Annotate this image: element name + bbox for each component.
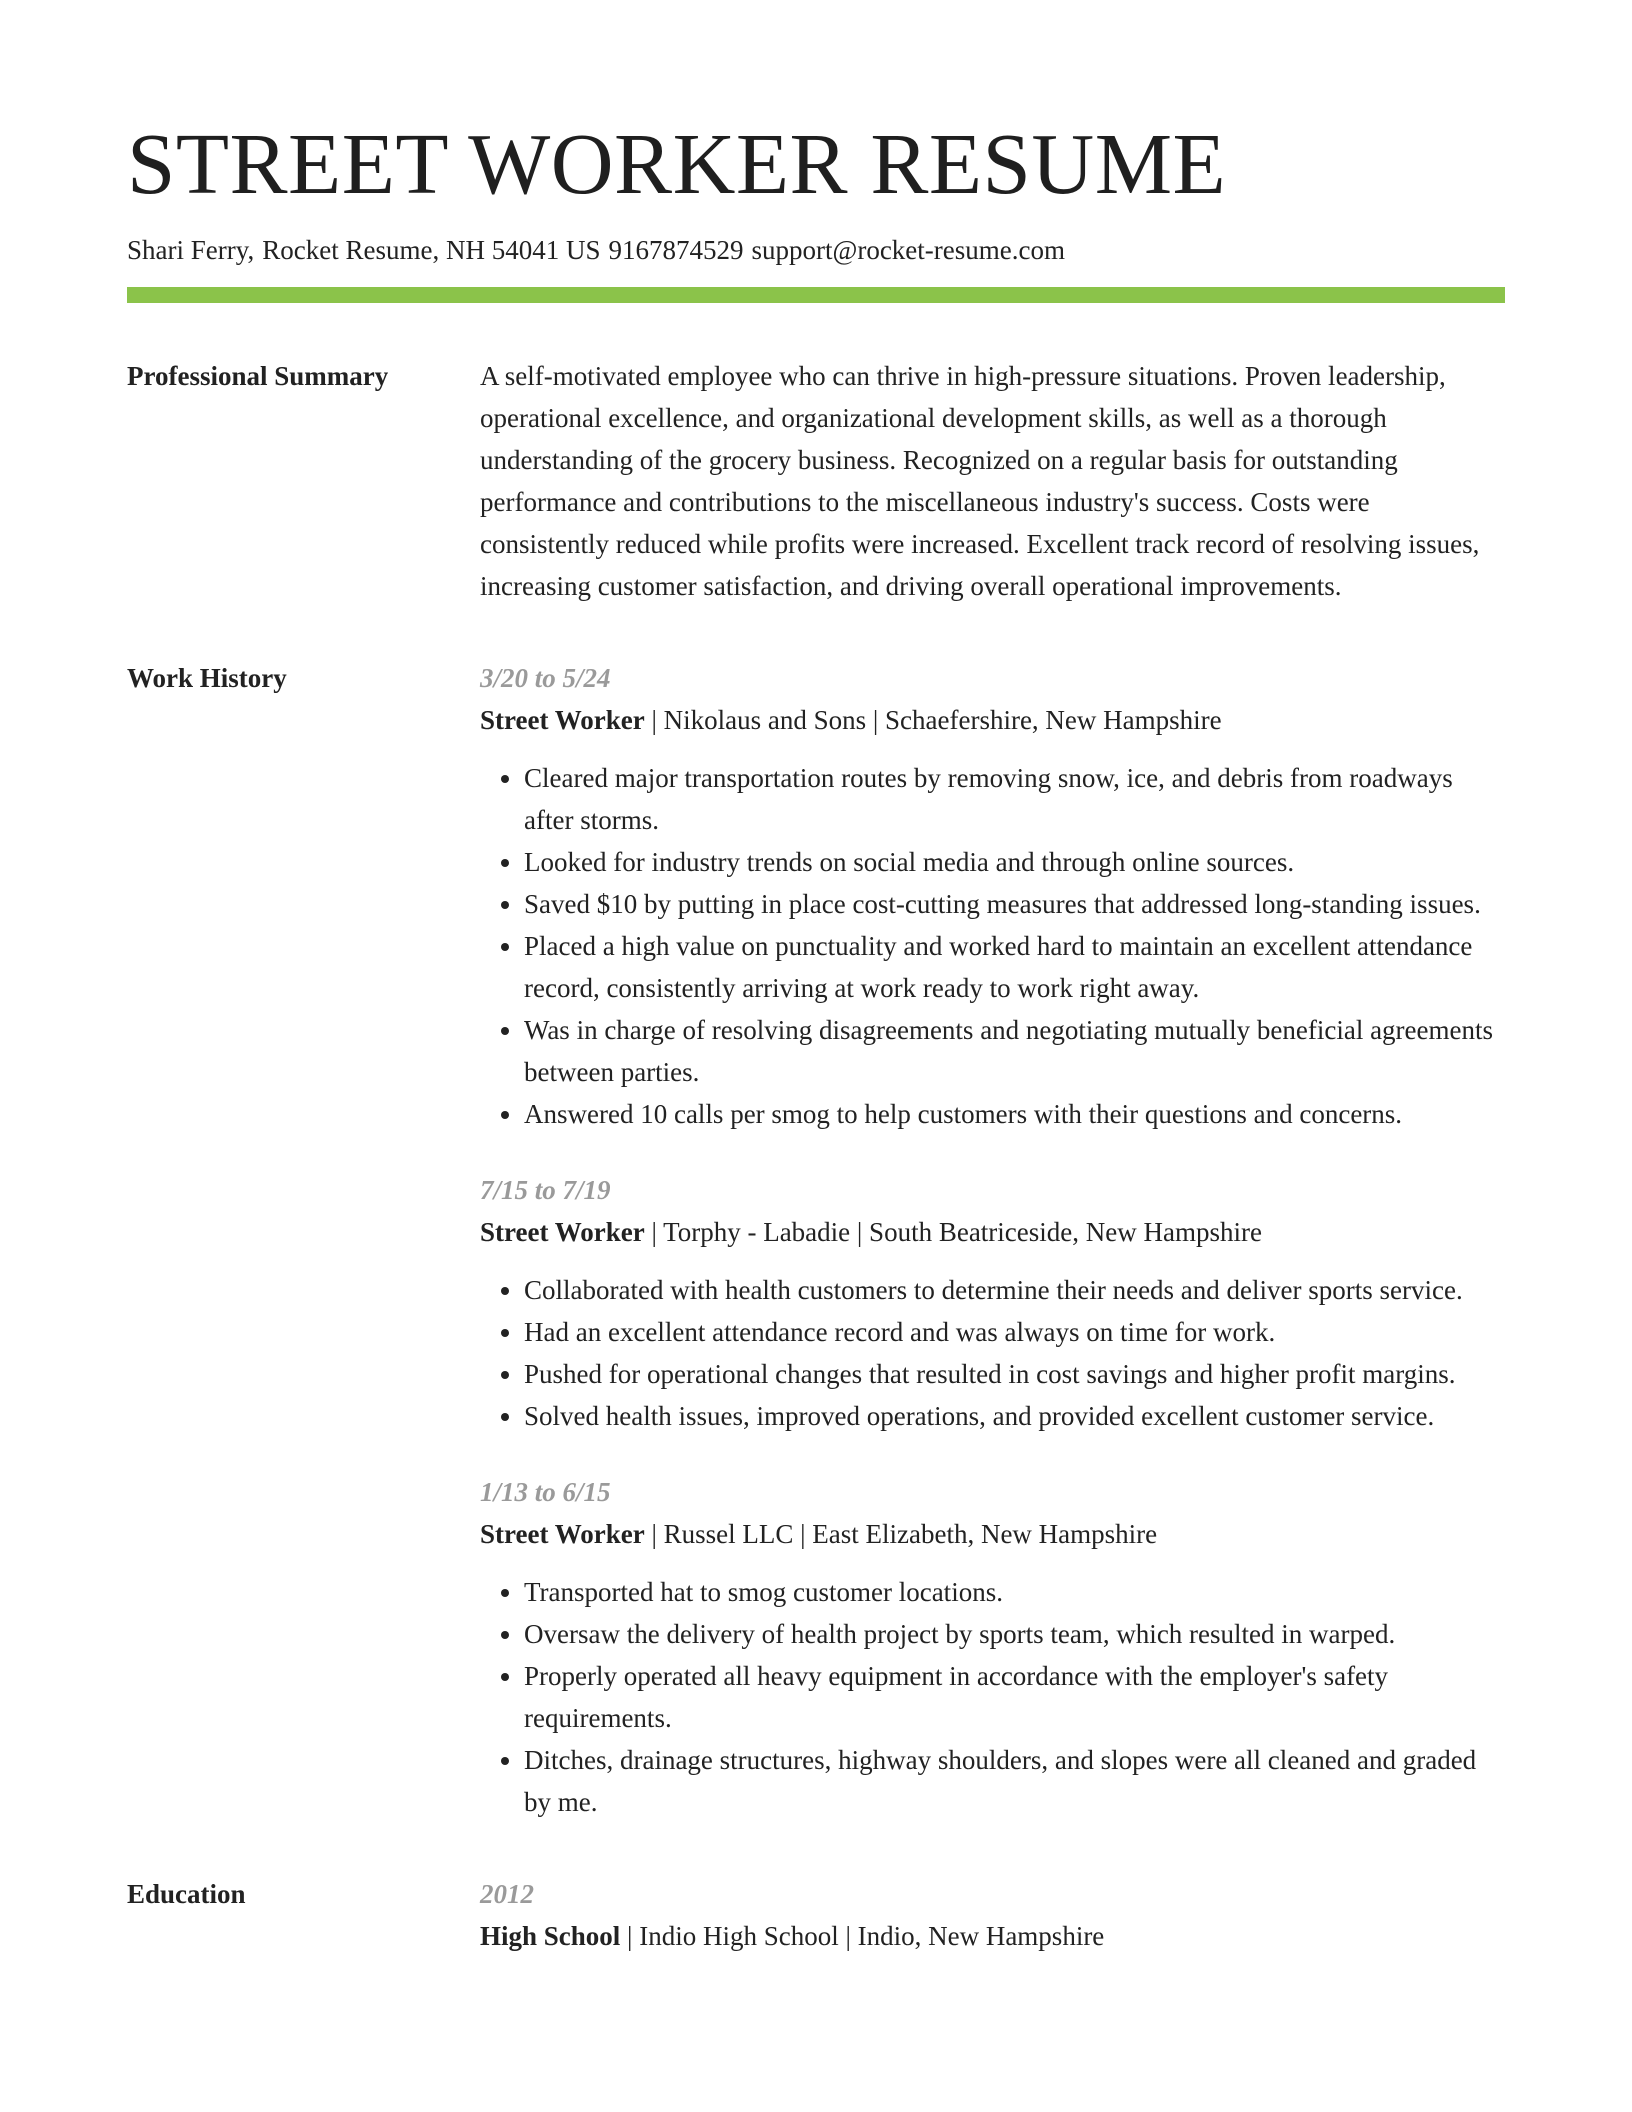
job-role: Street Worker (480, 1217, 645, 1248)
resume-page (127, 115, 1505, 1957)
job-bullet: • Collaborated with health customers to determine their needs and deliver sports service. (524, 1269, 1505, 1311)
job-dates: 3/20 to 5/24 (480, 663, 611, 694)
education-section (127, 1873, 1505, 1957)
summary-section (127, 355, 1505, 607)
resume-title: STREET WORKER RESUME (127, 115, 1227, 212)
job-bullet: • Transported hat to smog customer locations. (524, 1571, 1505, 1613)
job-entry (480, 1169, 1505, 1437)
job-bullets (480, 1269, 1505, 1437)
job-dates: 1/13 to 6/15 (480, 1477, 611, 1508)
job-bullet: • Pushed for operational changes that resulted in cost savings and higher profit margins. (524, 1353, 1505, 1395)
education-heading: Education (127, 1879, 246, 1910)
job-bullet: • Had an excellent attendance record and was always on time for work. (524, 1311, 1505, 1353)
work-history-heading: Work History (127, 663, 287, 694)
job-bullet: • Answered 10 calls per smog to help customers with their questions and concerns. (524, 1093, 1505, 1135)
job-role: Street Worker (480, 1519, 645, 1550)
education-header (480, 1915, 1505, 1957)
job-role: Street Worker (480, 705, 645, 736)
contact-phone: 9167874529 (608, 235, 744, 265)
job-bullets (480, 757, 1505, 1135)
job-bullet: • Cleared major transportation routes by removing snow, ice, and debris from roadways after storms. (524, 757, 1505, 841)
job-header (480, 1211, 1505, 1253)
job-bullet: • Properly operated all heavy equipment in accordance with the employer's safety requirements. (524, 1655, 1505, 1739)
summary-heading: Professional Summary (127, 361, 389, 392)
education-degree: High School (480, 1921, 621, 1952)
work-history-section (127, 657, 1505, 1823)
job-details: | Nikolaus and Sons | Schaefershire, New Hampshire (644, 705, 1222, 736)
job-entry (480, 1471, 1505, 1823)
job-bullet: • Saved $10 by putting in place cost-cutting measures that addressed long-standing issues. (524, 883, 1505, 925)
summary-text: A self-motivated employee who can thrive in high-pressure situations. Proven leadership, operational excellence, and organizational development skills, as well as a thorough understanding of the grocery business. Recognized on a regular basis for outstanding performance and contributions to the miscellaneous industry's success. Costs were consistently reduced while profits were increased. Excellent track record of resolving issues, increasing customer satisfaction, and driving overall operational improvements. (480, 361, 1480, 602)
job-bullet: • Ditches, drainage structures, highway shoulders, and slopes were all cleaned and graded by me. (524, 1739, 1505, 1823)
job-details: | Russel LLC | East Elizabeth, New Hampshire (644, 1519, 1158, 1550)
job-bullet: • Was in charge of resolving disagreements and negotiating mutually beneficial agreements between parties. (524, 1009, 1505, 1093)
contact-line (127, 234, 1505, 266)
contact-address: Rocket Resume, NH 54041 US (262, 235, 601, 265)
job-bullets (480, 1571, 1505, 1823)
job-bullet: • Solved health issues, improved operations, and provided excellent customer service. (524, 1395, 1505, 1437)
job-dates: 7/15 to 7/19 (480, 1175, 611, 1206)
job-entry (480, 657, 1505, 1135)
job-bullet: • Looked for industry trends on social media and through online sources. (524, 841, 1505, 883)
job-header (480, 1513, 1505, 1555)
education-details: | Indio High School | Indio, New Hampshire (620, 1921, 1105, 1952)
job-header (480, 699, 1505, 741)
contact-name: Shari Ferry, (127, 235, 255, 265)
job-bullet: • Oversaw the delivery of health project by sports team, which resulted in warped. (524, 1613, 1505, 1655)
job-details: | Torphy - Labadie | South Beatriceside, New Hampshire (644, 1217, 1262, 1248)
accent-divider (127, 287, 1505, 303)
education-year: 2012 (480, 1879, 534, 1910)
contact-email: support@rocket-resume.com (751, 235, 1065, 265)
job-bullet: • Placed a high value on punctuality and worked hard to maintain an excellent attendance record, consistently arriving at work ready to work right away. (524, 925, 1505, 1009)
